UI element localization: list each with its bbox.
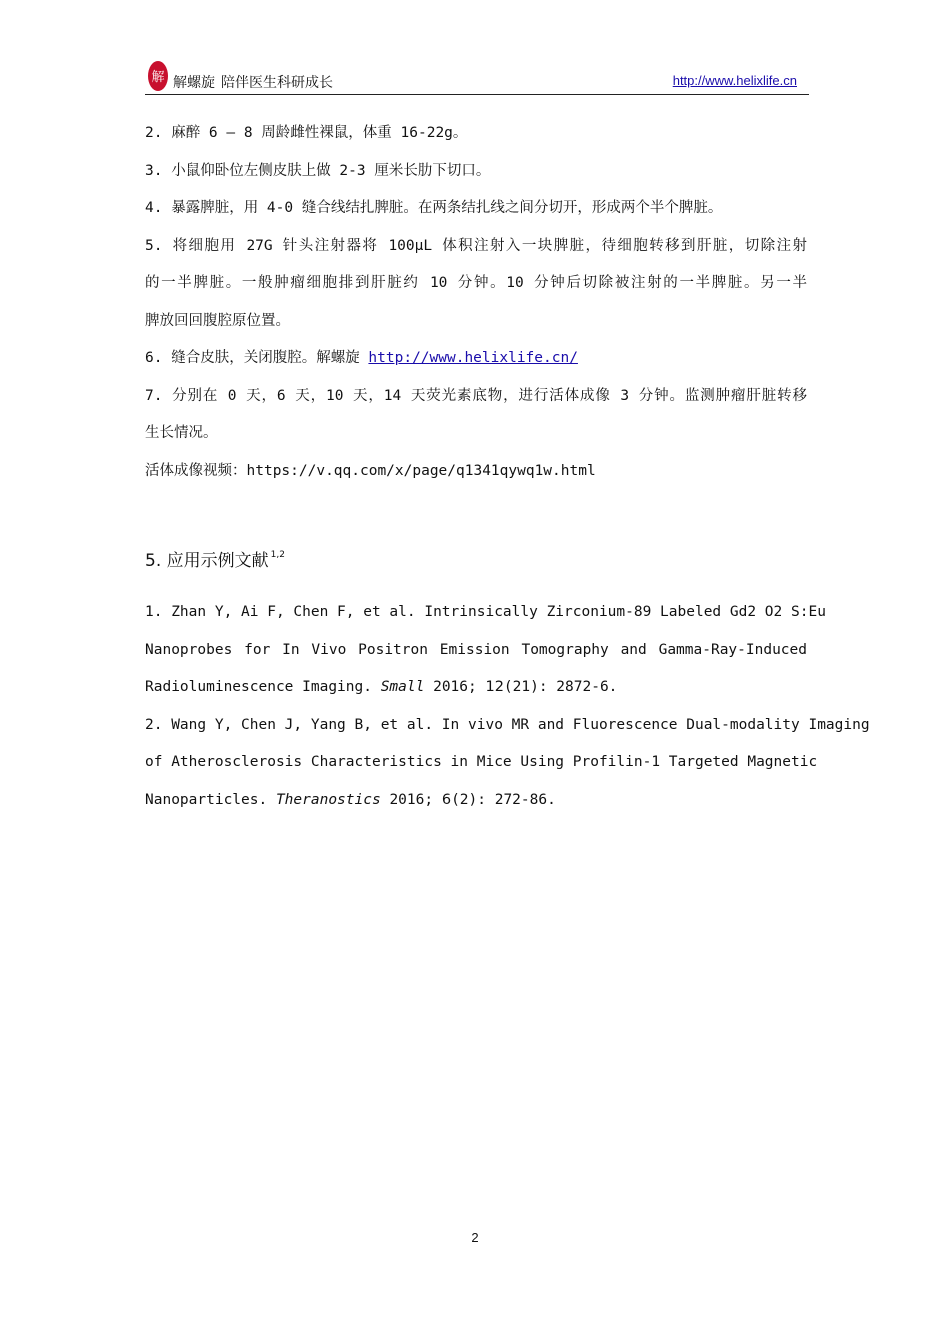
video-link-text: 活体成像视频：https://v.qq.com/x/page/q1341qywq1w.html <box>145 462 596 479</box>
ref-1-line-1: 1. Zhan Y, Ai F, Chen F, et al. Intrinsically Zirconium-89 Labeled Gd2 O2 S:Eu <box>145 604 826 620</box>
ref-2-pre: Nanoparticles. <box>145 791 276 808</box>
svg-text:解: 解 <box>151 70 165 85</box>
reference-list <box>145 598 870 823</box>
page-header <box>145 58 809 95</box>
step-4: 4. 暴露脾脏，用 4-0 缝合线结扎脾脏。在两条结扎线之间分切开，形成两个半个脾脏。 <box>145 200 723 216</box>
step-7-line-1: 7. 分别在 0 天，6 天，10 天，14 天荧光素底物，进行活体成像 3 分钟。监测肿瘤肝脏转移 <box>145 387 807 404</box>
ref-2-line-2: of Atherosclerosis Characteristics in Mice Using Profilin-1 Targeted Magnetic <box>145 754 818 770</box>
ref-1-volume: 12 <box>485 679 504 695</box>
brand <box>173 72 333 92</box>
ref-2-volume: 6 <box>441 791 452 808</box>
ref-1-line-3 <box>145 673 807 711</box>
ref-1-journal: Small <box>380 679 425 695</box>
ref-1-year: 2016; <box>424 679 486 695</box>
ref-1-line-2: Nanoprobes for In Vivo Positron Emission Tomography and Gamma-Ray-Induced <box>145 641 807 658</box>
site-url-link[interactable]: http://www.helixlife.cn <box>672 73 797 88</box>
section-title <box>145 546 285 571</box>
step-5-line-3: 脾放回回腹腔原位置。 <box>145 312 290 329</box>
protocol-steps <box>145 119 807 494</box>
section-title-text: 5. 应用示例文献 <box>145 551 269 571</box>
page-number: 2 <box>471 1230 479 1245</box>
brand-name: 解螺旋 <box>173 75 215 91</box>
step-6 <box>145 344 807 382</box>
step-5-line-2: 的一半脾脏。一般肿瘤细胞排到肝脏约 10 分钟。10 分钟后切除被注射的一半脾脏。另一半 <box>145 275 807 291</box>
step-7-line-2: 生长情况。 <box>145 425 218 441</box>
ref-2-line-3 <box>145 786 807 824</box>
section-title-citation: 1,2 <box>270 550 285 560</box>
step-2: 2. 麻醉 6 – 8 周龄雌性裸鼠，体重 16-22g。 <box>145 125 468 141</box>
step-3: 3. 小鼠仰卧位左侧皮肤上做 2-3 厘米长肋下切口。 <box>145 162 491 179</box>
ref-2-line-1: 2. Wang Y, Chen J, Yang B, et al. In vivo MR and Fluorescence Dual-modality Imaging <box>145 716 870 733</box>
ref-1-pre: Radioluminescence Imaging. <box>145 679 381 695</box>
ref-2-year: 2016; <box>380 791 442 808</box>
step-6-text: 6. 缝合皮肤，关闭腹腔。解螺旋 <box>145 350 369 366</box>
ref-1-pages: (21): 2872-6. <box>503 679 618 695</box>
brand-slogan: 陪伴医生科研成长 <box>221 75 333 91</box>
helixlife-logo-icon <box>147 60 169 92</box>
ref-2-journal: Theranostics <box>275 791 381 808</box>
step-5-line-1: 5. 将细胞用 27G 针头注射器将 100μL 体积注射入一块脾脏，待细胞转移到肝脏，切除注射 <box>145 237 807 254</box>
step-6-link[interactable]: http://www.helixlife.cn/ <box>368 350 578 366</box>
ref-2-pages: (2): 272-86. <box>451 791 556 808</box>
